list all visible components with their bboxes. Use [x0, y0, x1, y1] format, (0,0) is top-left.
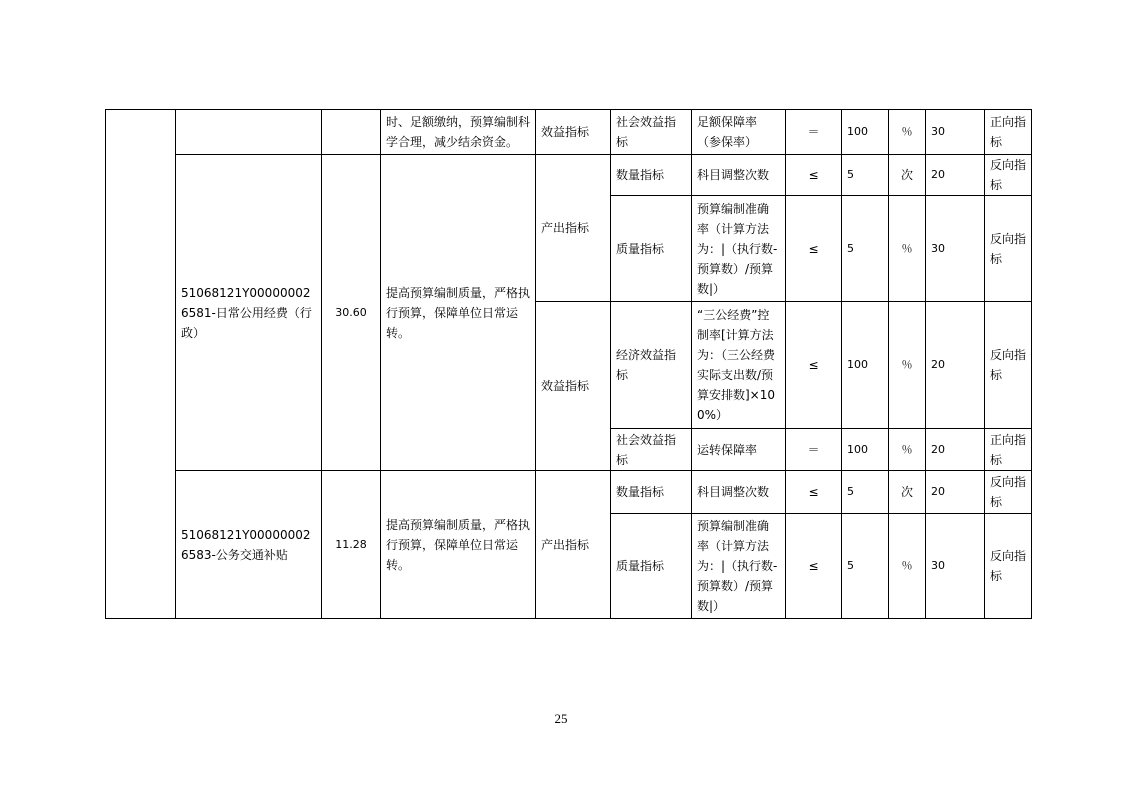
project-name-cell: 51068121Y000000026583-公务交通补贴 — [176, 471, 322, 619]
direction-cell: 反向指标 — [985, 514, 1032, 619]
operator-cell: ≤ — [786, 302, 842, 429]
weight-cell: 20 — [926, 471, 985, 514]
unit-cell: ％ — [889, 514, 926, 619]
unit-cell: ％ — [889, 110, 926, 155]
operator-cell: ＝ — [786, 429, 842, 471]
value-cell: 100 — [842, 302, 889, 429]
value-cell: 100 — [842, 110, 889, 155]
unit-cell: ％ — [889, 196, 926, 302]
project-amount-cell: 11.28 — [322, 471, 381, 619]
page-number: 25 — [554, 711, 568, 726]
performance-indicator-table — [105, 109, 1032, 619]
value-cell: 5 — [842, 471, 889, 514]
third-level-indicator: 科目调整次数 — [692, 471, 786, 514]
weight-cell: 30 — [926, 514, 985, 619]
direction-cell: 反向指标 — [985, 196, 1032, 302]
unit-cell: 次 — [889, 471, 926, 514]
value-cell: 5 — [842, 514, 889, 619]
operator-cell: ≤ — [786, 155, 842, 196]
weight-cell: 30 — [926, 110, 985, 155]
project-name-cell — [176, 110, 322, 155]
unit-cell — [106, 110, 176, 619]
table-row — [106, 155, 1032, 196]
direction-cell: 正向指标 — [985, 429, 1032, 471]
project-amount-cell — [322, 110, 381, 155]
goal-cell: 提高预算编制质量，严格执行预算，保障单位日常运转。 — [381, 155, 536, 471]
weight-cell: 20 — [926, 155, 985, 196]
direction-cell: 反向指标 — [985, 471, 1032, 514]
second-level-indicator: 数量指标 — [611, 155, 692, 196]
direction-cell: 反向指标 — [985, 155, 1032, 196]
second-level-indicator: 质量指标 — [611, 514, 692, 619]
operator-cell: ≤ — [786, 196, 842, 302]
goal-cell: 提高预算编制质量，严格执行预算，保障单位日常运转。 — [381, 471, 536, 619]
project-name-cell: 51068121Y000000026581-日常公用经费（行政） — [176, 155, 322, 471]
table-row — [106, 110, 1032, 155]
second-level-indicator: 数量指标 — [611, 471, 692, 514]
direction-cell: 反向指标 — [985, 302, 1032, 429]
operator-cell: ≤ — [786, 514, 842, 619]
direction-cell: 正向指标 — [985, 110, 1032, 155]
third-level-indicator: 运转保障率 — [692, 429, 786, 471]
second-level-indicator: 社会效益指标 — [611, 110, 692, 155]
weight-cell: 20 — [926, 429, 985, 471]
operator-cell: ＝ — [786, 110, 842, 155]
unit-cell: ％ — [889, 302, 926, 429]
third-level-indicator: 预算编制准确率（计算方法为：|（执行数-预算数）/预算数|） — [692, 196, 786, 302]
first-level-indicator: 产出指标 — [536, 471, 611, 619]
unit-cell: 次 — [889, 155, 926, 196]
value-cell: 5 — [842, 155, 889, 196]
third-level-indicator: 预算编制准确率（计算方法为：|（执行数-预算数）/预算数|） — [692, 514, 786, 619]
table-row — [106, 471, 1032, 514]
value-cell: 100 — [842, 429, 889, 471]
first-level-indicator: 效益指标 — [536, 302, 611, 471]
unit-cell: ％ — [889, 429, 926, 471]
goal-cell: 时、足额缴纳，预算编制科学合理，减少结余资金。 — [381, 110, 536, 155]
first-level-indicator: 产出指标 — [536, 155, 611, 302]
third-level-indicator: 科目调整次数 — [692, 155, 786, 196]
operator-cell: ≤ — [786, 471, 842, 514]
second-level-indicator: 质量指标 — [611, 196, 692, 302]
weight-cell: 30 — [926, 196, 985, 302]
first-level-indicator: 效益指标 — [536, 110, 611, 155]
second-level-indicator: 经济效益指标 — [611, 302, 692, 429]
value-cell: 5 — [842, 196, 889, 302]
project-amount-cell: 30.60 — [322, 155, 381, 471]
second-level-indicator: 社会效益指标 — [611, 429, 692, 471]
weight-cell: 20 — [926, 302, 985, 429]
third-level-indicator: “三公经费”控制率[计算方法为：（三公经费实际支出数/预算安排数]×100%） — [692, 302, 786, 429]
third-level-indicator: 足额保障率（参保率） — [692, 110, 786, 155]
